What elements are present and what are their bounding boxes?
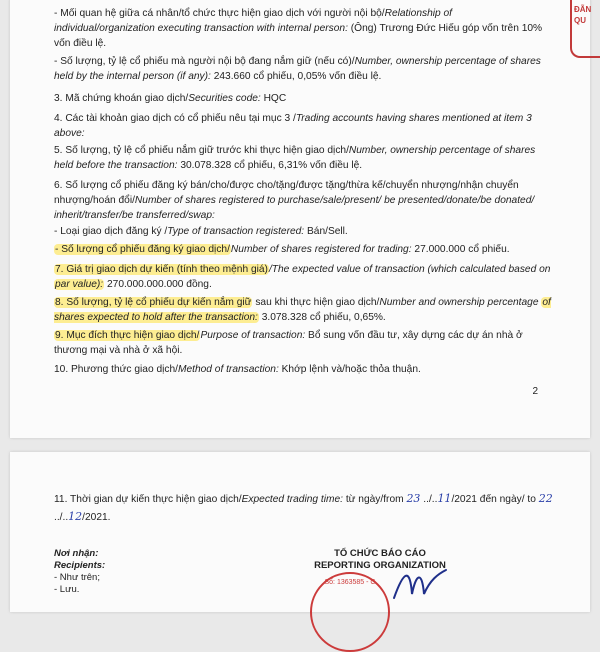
document-page-2 <box>10 0 590 438</box>
handwritten-from-day: 23 <box>406 492 421 505</box>
recipients-block: Nơi nhận: Recipients: - Như trên; - Lưu. <box>54 548 106 595</box>
highlighted-text: 7. Giá trị giao dịch dự kiến (tính theo mệnh giá) <box>55 264 268 275</box>
expected-value-paragraph: 7. Giá trị giao dịch dự kiến (tính theo mệnh giá)/The expected value of transaction (which calculated based on par value): 270.000.000.000 đồng. <box>55 264 551 290</box>
reporting-organization: TỔ CHỨC BÁO CÁO REPORTING ORGANIZATION <box>314 548 446 571</box>
highlighted-text: 9. Mục đích thực hiện giao dịch/ <box>55 330 200 341</box>
internal-shares-paragraph: - Số lượng, tỷ lệ cổ phiếu mà người nội bộ đang nắm giữ (nếu có)/Number, ownership percentage of shares held by the internal person (if any): 243.660 cổ phiếu, 0,05% vốn điều lệ. <box>54 56 541 82</box>
document-page-3 <box>10 452 590 612</box>
signature <box>390 564 450 604</box>
shares-registered-paragraph: 6. Số lượng cổ phiếu đăng ký bán/cho/được cho/tặng/được tặng/thừa kế/chuyển nhượng/nhận chuyển nhượng/hoán đổi/Number of shares registered to purchase/sale/present/ be presented/donate/be donated/ inherit/transfer/be transferred/swap: <box>54 180 535 221</box>
corner-stamp: ĐÃN QU <box>570 0 600 58</box>
recipient-item: - Như trên; <box>54 572 100 583</box>
company-seal: Số: 1363585 - C <box>310 572 390 652</box>
trading-accounts-paragraph: 4. Các tài khoản giao dịch có cổ phiếu nêu tại mục 3 /Trading accounts having shares mentioned at item 3 above: <box>54 113 532 139</box>
shares-for-trading-paragraph: - Số lượng cổ phiếu đăng ký giao dịch/Number of shares registered for trading: 27.000.000 cổ phiếu. <box>55 244 510 255</box>
highlighted-text: - Số lượng cổ phiếu đăng ký giao dịch/ <box>55 244 230 255</box>
handwritten-from-month: 11 <box>437 492 452 505</box>
shares-before-paragraph: 5. Số lượng, tỷ lệ cổ phiếu nắm giữ trước khi thực hiện giao dịch/Number, ownership percentage of shares held before the transaction: 30.078.328 cổ phiếu, 6,31% vốn điều lệ. <box>54 145 536 171</box>
relationship-paragraph: - Mối quan hệ giữa cá nhân/tổ chức thực hiện giao dịch với người nội bộ/Relationship of individual/organization executing transaction with internal person: (Ông) Trương Đức Hiếu góp vốn trên 10% vốn điều lệ. <box>54 8 543 49</box>
transaction-type-paragraph: - Loại giao dịch đăng ký /Type of transaction registered: Bán/Sell. <box>54 226 348 237</box>
highlighted-text: 8. Số lượng, tỷ lệ cổ phiếu dự kiến nắm giữ <box>55 297 252 308</box>
page-number: 2 <box>532 386 538 397</box>
highlighted-text: par value): <box>55 279 104 290</box>
securities-code-paragraph: 3. Mã chứng khoán giao dịch/Securities code: HQC <box>54 93 287 104</box>
expected-time-paragraph: 11. Thời gian dự kiến thực hiện giao dịch/Expected trading time: từ ngày/from 23 ../..11/2021 đến ngày/ to 22 ../..12/2021. <box>54 492 553 523</box>
handwritten-to-day: 22 <box>538 492 553 505</box>
recipient-item: - Lưu. <box>54 584 80 595</box>
highlighted-text: of shares expected to hold after the transaction: <box>54 297 551 323</box>
shares-after-paragraph: 8. Số lượng, tỷ lệ cổ phiếu dự kiến nắm giữ sau khi thực hiện giao dịch/Number and ownership percentage of shares expected to hold after the transaction: 3.078.328 cổ phiếu, 0,65%. <box>54 297 551 323</box>
method-paragraph: 10. Phương thức giao dịch/Method of transaction: Khớp lệnh và/hoặc thỏa thuận. <box>54 364 421 375</box>
handwritten-to-month: 12 <box>68 510 83 523</box>
purpose-paragraph: 9. Mục đích thực hiện giao dịch/Purpose of transaction: Bổ sung vốn đầu tư, xây dựng các dự án nhà ở thương mại và nhà ở xã hội. <box>54 330 523 356</box>
